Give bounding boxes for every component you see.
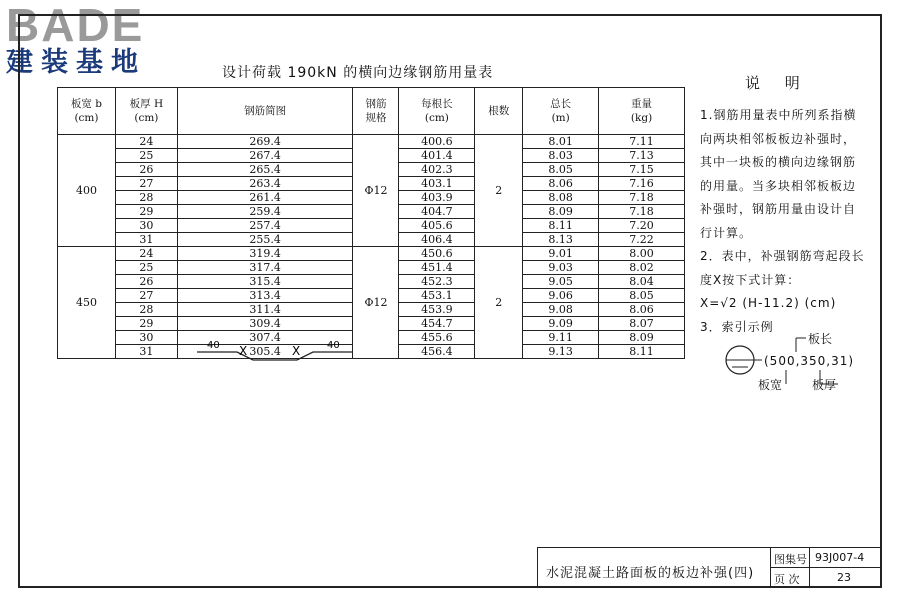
- rebar-sketch: [195, 334, 355, 364]
- weight-cell: 7.11: [599, 135, 685, 149]
- thickness-cell: 31: [115, 233, 177, 247]
- total-length-cell: 8.01: [523, 135, 599, 149]
- drawing-title: 水泥混凝土路面板的板边补强(四): [546, 566, 755, 581]
- total-length-cell: 9.01: [523, 247, 599, 261]
- logo-chinese: 建装基地: [6, 47, 146, 78]
- column-header: 钢筋 规格: [353, 88, 399, 135]
- length-each-cell: 450.6: [399, 247, 475, 261]
- thickness-cell: 30: [115, 331, 177, 345]
- table-row: [58, 135, 685, 149]
- sketch-right-length: 40: [327, 340, 340, 351]
- bar-count-cell: 2: [475, 135, 523, 247]
- weight-cell: 8.02: [599, 261, 685, 275]
- note-3: 3．索引示例: [700, 319, 774, 334]
- table-row: [58, 247, 685, 261]
- weight-cell: 8.04: [599, 275, 685, 289]
- total-length-cell: 9.11: [523, 331, 599, 345]
- total-length-cell: 8.06: [523, 177, 599, 191]
- rebar-length-cell: 265.4: [177, 163, 353, 177]
- label-board-width: 板宽: [758, 378, 783, 392]
- page-number: 23: [837, 571, 851, 584]
- note-2: 2．表中，补强钢筋弯起段长度X按下式计算：: [700, 249, 865, 287]
- length-each-cell: 405.6: [399, 219, 475, 233]
- weight-cell: 7.18: [599, 191, 685, 205]
- rebar-length-cell: 267.4: [177, 149, 353, 163]
- total-length-cell: 9.06: [523, 289, 599, 303]
- index-example: [720, 330, 880, 400]
- label-board-length: 板长: [808, 332, 833, 346]
- rebar-length-cell: 319.4: [177, 247, 353, 261]
- weight-cell: 7.13: [599, 149, 685, 163]
- weight-cell: 8.05: [599, 289, 685, 303]
- sketch-left-length: 40: [207, 340, 220, 351]
- weight-cell: 8.06: [599, 303, 685, 317]
- title-block: [537, 547, 881, 587]
- total-length-cell: 9.03: [523, 261, 599, 275]
- length-each-cell: 402.3: [399, 163, 475, 177]
- weight-cell: 7.16: [599, 177, 685, 191]
- atlas-label: 图集号: [774, 553, 807, 566]
- length-each-cell: 406.4: [399, 233, 475, 247]
- thickness-cell: 31: [115, 345, 177, 359]
- rebar-length-cell: 269.4: [177, 135, 353, 149]
- length-each-cell: 403.9: [399, 191, 475, 205]
- rebar-length-cell: 263.4: [177, 177, 353, 191]
- rebar-length-cell: 255.4: [177, 233, 353, 247]
- total-length-cell: 8.13: [523, 233, 599, 247]
- thickness-cell: 26: [115, 163, 177, 177]
- label-board-thickness: 板厚: [812, 378, 837, 392]
- notes: [700, 104, 868, 339]
- rebar-length-cell: 315.4: [177, 275, 353, 289]
- column-header: 总长 (m): [523, 88, 599, 135]
- rebar-shape: [197, 352, 353, 360]
- notes-title: 说 明: [745, 74, 810, 92]
- table-header-row: [58, 88, 685, 135]
- length-each-cell: 404.7: [399, 205, 475, 219]
- thickness-cell: 24: [115, 247, 177, 261]
- thickness-cell: 27: [115, 177, 177, 191]
- thickness-cell: 30: [115, 219, 177, 233]
- weight-cell: 8.09: [599, 331, 685, 345]
- index-code: (500,350,31): [764, 354, 855, 368]
- thickness-cell: 29: [115, 317, 177, 331]
- rebar-length-cell: 313.4: [177, 289, 353, 303]
- length-each-cell: 401.4: [399, 149, 475, 163]
- title-block-grid: [770, 548, 882, 587]
- note-1: 1.钢筋用量表中所列系指横向两块相邻板板边补强时，其中一块板的横向边缘钢筋的用量。当多块相邻板板边补强时，钢筋用量由设计自行计算。: [700, 108, 857, 240]
- thickness-cell: 28: [115, 303, 177, 317]
- weight-cell: 7.22: [599, 233, 685, 247]
- total-length-cell: 8.11: [523, 219, 599, 233]
- column-header: 钢筋简图: [177, 88, 353, 135]
- weight-cell: 7.18: [599, 205, 685, 219]
- total-length-cell: 8.08: [523, 191, 599, 205]
- thickness-cell: 25: [115, 149, 177, 163]
- weight-cell: 8.11: [599, 345, 685, 359]
- page-label: 页 次: [774, 573, 800, 586]
- length-each-cell: 456.4: [399, 345, 475, 359]
- rebar-length-cell: 259.4: [177, 205, 353, 219]
- length-each-cell: 452.3: [399, 275, 475, 289]
- table-body: [58, 135, 685, 359]
- total-length-cell: 9.09: [523, 317, 599, 331]
- sketch-x-right: X: [292, 344, 301, 358]
- rebar-length-cell: 261.4: [177, 191, 353, 205]
- total-length-cell: 8.03: [523, 149, 599, 163]
- weight-cell: 7.15: [599, 163, 685, 177]
- thickness-cell: 28: [115, 191, 177, 205]
- length-each-cell: 403.1: [399, 177, 475, 191]
- rebar-length-cell: 307.4: [177, 331, 353, 345]
- rebar-length-cell: 311.4: [177, 303, 353, 317]
- length-each-cell: 451.4: [399, 261, 475, 275]
- thickness-cell: 24: [115, 135, 177, 149]
- column-header: 重量 (kg): [599, 88, 685, 135]
- rebar-table: [57, 87, 685, 359]
- board-width-cell: 400: [58, 135, 116, 247]
- thickness-cell: 26: [115, 275, 177, 289]
- length-each-cell: 400.6: [399, 135, 475, 149]
- thickness-cell: 25: [115, 261, 177, 275]
- total-length-cell: 8.05: [523, 163, 599, 177]
- weight-cell: 7.20: [599, 219, 685, 233]
- column-header: 根数: [475, 88, 523, 135]
- length-each-cell: 454.7: [399, 317, 475, 331]
- length-each-cell: 453.9: [399, 303, 475, 317]
- length-each-cell: 455.6: [399, 331, 475, 345]
- atlas-number: 93J007-4: [815, 551, 865, 564]
- sketch-x-left: X: [239, 344, 248, 358]
- thickness-cell: 29: [115, 205, 177, 219]
- weight-cell: 8.07: [599, 317, 685, 331]
- weight-cell: 8.00: [599, 247, 685, 261]
- bar-count-cell: 2: [475, 247, 523, 359]
- rebar-length-cell: 305.4: [177, 345, 353, 359]
- rebar-length-cell: 257.4: [177, 219, 353, 233]
- note-formula: X=√2 (H-11.2) (cm): [700, 296, 837, 310]
- thickness-cell: 27: [115, 289, 177, 303]
- rebar-length-cell: 309.4: [177, 317, 353, 331]
- column-header: 每根长 (cm): [399, 88, 475, 135]
- logo-brand: BADE: [6, 0, 145, 51]
- total-length-cell: 9.13: [523, 345, 599, 359]
- rebar-length-cell: 317.4: [177, 261, 353, 275]
- rebar-spec-cell: Φ12: [353, 247, 399, 359]
- column-header: 板宽 b (cm): [58, 88, 116, 135]
- table-title: 设计荷载 190kN 的横向边缘钢筋用量表: [222, 65, 494, 81]
- total-length-cell: 8.09: [523, 205, 599, 219]
- column-header: 板厚 H (cm): [115, 88, 177, 135]
- total-length-cell: 9.05: [523, 275, 599, 289]
- total-length-cell: 9.08: [523, 303, 599, 317]
- rebar-spec-cell: Φ12: [353, 135, 399, 247]
- board-width-cell: 450: [58, 247, 116, 359]
- length-each-cell: 453.1: [399, 289, 475, 303]
